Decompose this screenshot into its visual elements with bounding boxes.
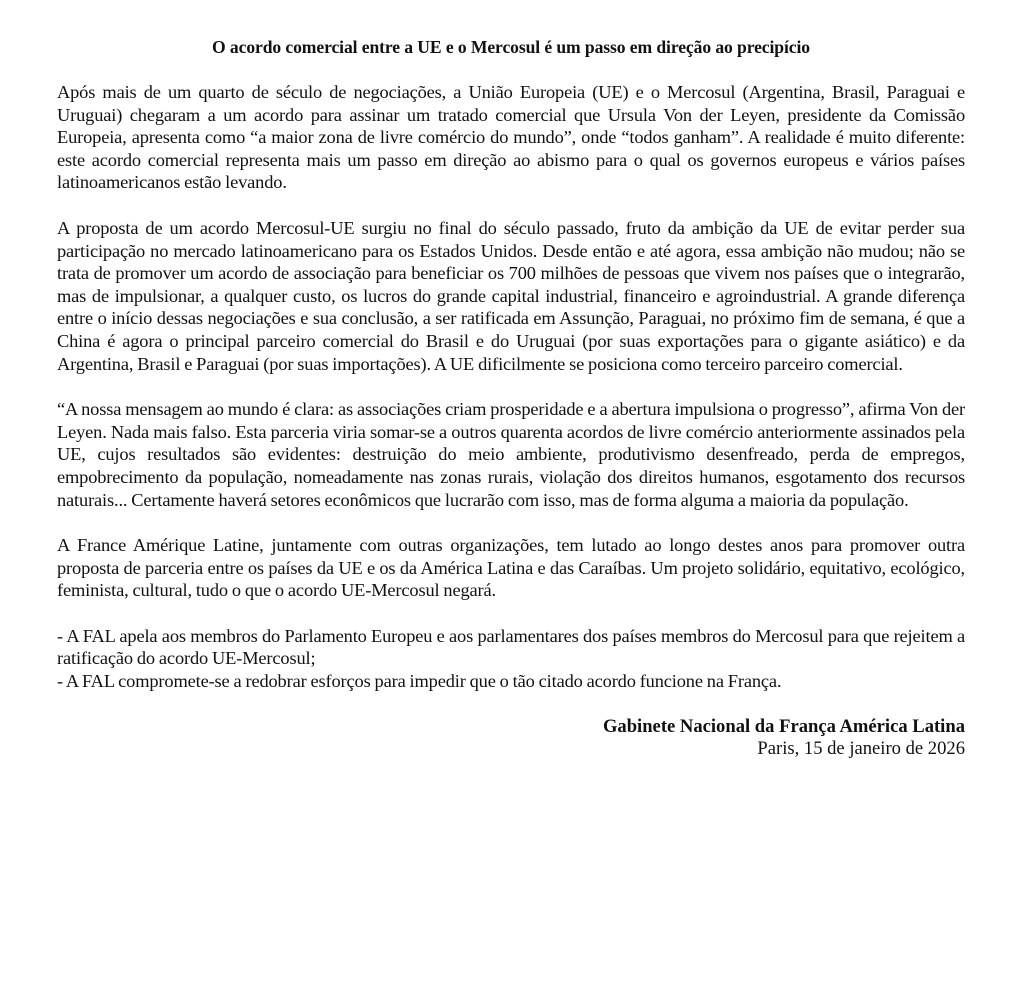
- demand-item-redouble-efforts: - A FAL compromete-se a redobrar esforços para impedir que o tão citado acordo funcione na França.: [57, 671, 782, 692]
- paragraph-history: A proposta de um acordo Mercosul-UE surgiu no final do século passado, fruto da ambição da UE de evitar perder sua participação no mercado latinoamericano para os Estados Unidos. Desde então e até agora, essa ambição não mudou; não se trata de promover um acordo de associação para beneficiar os 700 milhões de pessoas que vivem nos países que o integrarão, mas de impulsionar, a qualquer custo, os lucros do grande capital industrial, financeiro e agroindustrial. A grande diferença entre o início dessas negociações e sua conclusão, a ser ratificada em Assunção, Paraguai, no próximo fim de semana, é que a China é agora o principal parceiro comercial do Brasil e do Uruguai (por suas exportações para o gigante asiático) e da Argentina, Brasil e Paraguai (por suas importações). A UE dificilmente se posiciona como terceiro parceiro comercial.: [57, 217, 965, 374]
- document-title: O acordo comercial entre a UE e o Mercosul é um passo em direção ao precipício: [212, 37, 810, 57]
- signature-place-date: Paris, 15 de janeiro de 2026: [757, 737, 965, 759]
- paragraph-intro: Após mais de um quarto de século de negociações, a União Europeia (UE) e o Mercosul (Argentina, Brasil, Paraguai e Uruguai) chegaram a um acordo para assinar um tratado comercial que Ursula Von der Leyen, presidente da Comissão Europeia, apresenta como “a maior zona de livre comércio do mundo”, onde “todos ganham”. A realidade é muito diferente: este acordo comercial representa mais um passo em direção ao abismo para o qual os governos europeus e vários países latinoamericanos estão levando.: [57, 82, 965, 193]
- signature-block: [57, 716, 965, 760]
- demands-list: [57, 625, 965, 693]
- paragraph-critique: “A nossa mensagem ao mundo é clara: as associações criam prosperidade e a abertura impulsiona o progresso”, afirma Von der Leyen. Nada mais falso. Esta parceria viria somar-se a outros quarenta acordos de livre comércio anteriormente assinados pela UE, cujos resultados são evidentes: destruição do meio ambiente, produtivismo desenfreado, perda de empregos, empobrecimento da população, nomeadamente nas zonas rurais, violação dos direitos humanos, esgotamento dos recursos naturais... Certamente haverá setores econômicos que lucrarão com isso, mas de forma alguma a maioria da população.: [57, 399, 965, 510]
- demand-item-reject-ratification: - A FAL apela aos membros do Parlamento Europeu e aos parlamentares dos países membros do Mercosul para que rejeitem a ratificação do acordo UE-Mercosul;: [57, 625, 965, 669]
- document-page: [57, 36, 965, 760]
- signature-organization: Gabinete Nacional da França América Latina: [602, 715, 965, 737]
- paragraph-fal-position: A France Amérique Latine, juntamente com outras organizações, tem lutado ao longo destes anos para promover outra proposta de parceria entre os países da UE e os da América Latina e das Caraíbas. Um projeto solidário, equitativo, ecológico, feminista, cultural, tudo o que o acordo UE-Mercosul negará.: [57, 535, 965, 601]
